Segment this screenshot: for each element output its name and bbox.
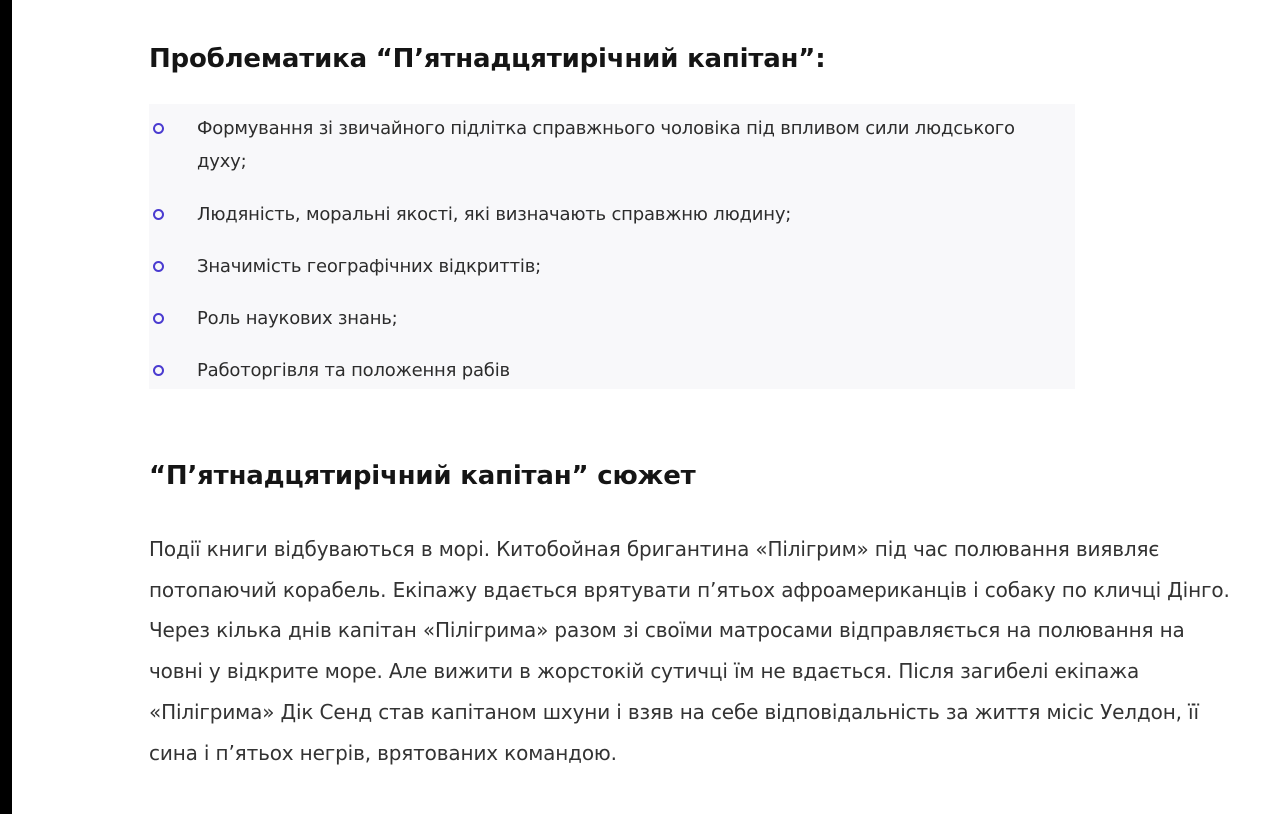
list-item-text: Формування зі звичайного підлітка справжнього чоловіка під впливом сили людського духу; — [197, 118, 1015, 172]
circle-bullet-icon — [153, 123, 164, 134]
left-edge-strip — [0, 0, 12, 814]
list-item-text: Работоргівля та положення рабів — [197, 360, 510, 381]
plot-heading: “П’ятнадцятирічний капітан” сюжет — [149, 461, 696, 491]
plot-paragraph: Події книги відбуваються в морі. Китобойная бригантина «Пілігрим» під час полювання виявляє потопаючий корабель. Екіпажу вдається врятувати п’ятьох афроамериканців і собаку по кличці Дінго. Через кілька днів капітан «Пілігрима» разом зі своїми матросами відправляється на полювання на човні у відкрите море. Але вижити в жорстокій сутичці їм не вдається. Після загибелі екіпажа «Пілігрима» Дік Сенд став капітаном шхуни і взяв на себе відповідальність за життя місіс Уелдон, її сина і п’ятьох негрів, врятованих командою. — [149, 537, 1230, 765]
problems-list-box — [149, 104, 1075, 389]
problems-heading: Проблематика “П’ятнадцятирічний капітан”: — [149, 44, 826, 74]
list-item-text: Людяність, моральні якості, які визначають справжню людину; — [197, 204, 792, 225]
circle-bullet-icon — [153, 313, 164, 324]
circle-bullet-icon — [153, 365, 164, 376]
circle-bullet-icon — [153, 209, 164, 220]
list-item-text: Роль наукових знань; — [197, 308, 398, 329]
circle-bullet-icon — [153, 261, 164, 272]
list-item-text: Значимість географічних відкриттів; — [197, 256, 541, 277]
